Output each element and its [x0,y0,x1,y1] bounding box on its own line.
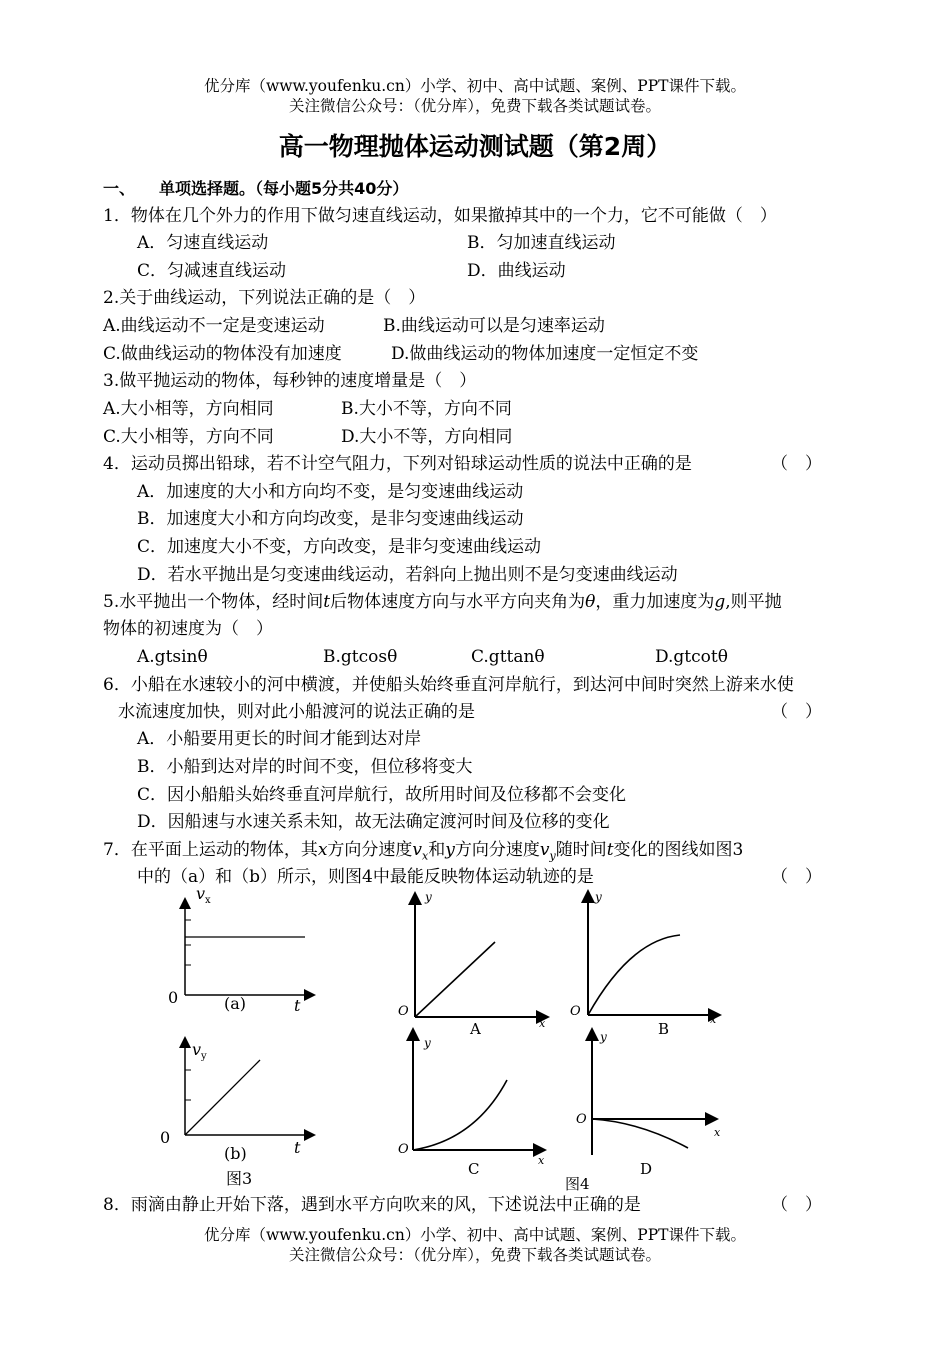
figure-4c-x-label: x [538,1154,545,1167]
question-5-stem-cont: 物体的初速度为（ ） [103,619,273,639]
figure-4c-trajectory [413,1080,507,1150]
figure-3a-v-label: $v_x$ [196,884,211,907]
question-6-option-a: A．小船要用更长的时间才能到达对岸 [137,729,422,749]
question-6-stem-cont: 水流速度加快，则对此小船渡河的说法正确的是 [118,702,475,722]
figure-3b-label: (b) [224,1144,247,1163]
figure-3a-origin: 0 [168,988,179,1007]
question-3-option-a: A.大小相等，方向相同 [103,399,274,419]
question-5-stem: 5.水平抛出一个物体，经时间t后物体速度方向与水平方向夹角为θ，重力加速度为g,则平抛 [103,592,782,612]
question-4-answer-paren: （ ） [771,454,822,474]
figure-4c-label: C [468,1160,480,1178]
question-8-answer-paren: （ ） [771,1195,822,1215]
footer-line-2: 关注微信公众号：（优分库），免费下载各类试题试卷。 [288,1246,661,1264]
question-2-option-a: A.曲线运动不一定是变速运动 [103,316,325,336]
question-6-option-d: D．因船速与水速关系未知，故无法确定渡河时间及位移的变化 [137,812,610,832]
figure-4c-origin: O [398,1142,409,1157]
question-3-option-c: C.大小相等，方向不同 [103,427,274,447]
question-2-option-d: D.做曲线运动的物体加速度一定恒定不变 [391,344,699,364]
question-6-option-c: C．因小船船头始终垂直河岸航行，故所用时间及位移都不会变化 [137,785,627,805]
question-5-option-c: C.gttanθ [471,647,545,667]
figure-4d [570,1030,740,1180]
question-6-stem: 6．小船在水速较小的河中横渡，并使船头始终垂直河岸航行，到达河中间时突然上游来水使 [103,675,794,695]
question-1-option-a: A．匀速直线运动 [137,233,269,253]
figure-4a-label: A [470,1020,481,1038]
question-4-stem: 4．运动员掷出铅球，若不计空气阻力，下列对铅球运动性质的说法中正确的是 [103,454,692,474]
figure-4b-label: B [658,1020,670,1038]
page-title: 高一物理抛体运动测试题（第2周） [278,132,672,161]
footer-line-1: 优分库（www.youfenku.cn）小学、初中、高中试题、案例、PPT课件下载。 [203,1226,747,1244]
question-4-option-b: B．加速度大小和方向均改变，是非匀变速曲线运动 [137,509,524,529]
figure-4c-y-label: y [424,1036,431,1050]
figure-3b-origin: 0 [160,1128,171,1147]
figure-4a-trajectory [415,942,495,1017]
question-3-option-d: D.大小不等，方向相同 [341,427,513,447]
figure-4a-x-label: x [539,1017,546,1030]
question-4-option-d: D．若水平抛出是匀变速曲线运动，若斜向上抛出则不是匀变速曲线运动 [137,565,678,585]
question-3-stem: 3.做平抛运动的物体，每秒钟的速度增量是（ ） [103,371,477,391]
figure-4a-origin: O [398,1004,409,1019]
question-7-stem-cont: 中的（a）和（b）所示，则图4中最能反映物体运动轨迹的是 [137,867,594,887]
header-line-2: 关注微信公众号：（优分库），免费下载各类试题试卷。 [288,97,661,115]
question-4-option-c: C．加速度大小不变，方向改变，是非匀变速曲线运动 [137,537,542,557]
figure-4b-origin: O [570,1004,581,1019]
figure-3b-t-label: t [294,1138,301,1157]
question-7-answer-paren: （ ） [771,867,822,887]
question-5-option-b: B.gtcosθ [323,647,398,667]
question-8-stem: 8．雨滴由静止开始下落，遇到水平方向吹来的风，下述说法中正确的是 [103,1195,641,1215]
question-1-stem: 1．物体在几个外力的作用下做匀速直线运动，如果撤掉其中的一个力，它不可能做（ ） [103,206,777,226]
question-6-option-b: B．小船到达对岸的时间不变，但位移将变大 [137,757,473,777]
figure-3b-vy-line [185,1060,260,1135]
question-3-option-b: B.大小不等，方向不同 [341,399,512,419]
figure-4d-trajectory [592,1119,688,1148]
question-7-stem: 7．在平面上运动的物体，其x方向分速度$v_x$和y方向分速度$v_y$随时间t变化的图线如图3 [103,840,744,863]
figure-4d-origin: O [576,1112,587,1127]
figure-4-caption: 图4 [565,1175,590,1193]
figure-4d-label: D [640,1160,653,1178]
question-1-option-b: B．匀加速直线运动 [467,233,616,253]
question-2-stem: 2.关于曲线运动，下列说法正确的是（ ） [103,288,426,308]
question-5-option-a: A.gtsinθ [137,647,208,667]
figure-3a-t-label: t [294,996,301,1015]
figure-4a-y-label: y [425,890,432,904]
question-2-option-c: C.做曲线运动的物体没有加速度 [103,344,342,364]
question-6-answer-paren: （ ） [771,702,822,722]
figure-4b-y-label: y [595,890,602,904]
section-heading: 一、 单项选择题。（每小题5分共40分） [103,179,409,198]
figure-3-caption: 图3 [226,1169,253,1188]
figure-4b-trajectory [588,935,680,1015]
figure-4b-x-label: x [710,1013,717,1026]
figure-4d-x-label: x [714,1126,721,1139]
figure-3a-label: (a) [224,994,247,1013]
question-1-option-d: D．曲线运动 [467,261,566,281]
figure-3b-v-label: $v_y$ [192,1040,207,1063]
question-2-option-b: B.曲线运动可以是匀速率运动 [383,316,605,336]
question-1-option-c: C．匀减速直线运动 [137,261,287,281]
figure-4d-y-label: y [600,1030,607,1044]
question-5-option-d: D.gtcotθ [655,647,728,667]
question-4-option-a: A．加速度的大小和方向均不变，是匀变速曲线运动 [137,482,524,502]
header-line-1: 优分库（www.youfenku.cn）小学、初中、高中试题、案例、PPT课件下载。 [203,77,747,95]
